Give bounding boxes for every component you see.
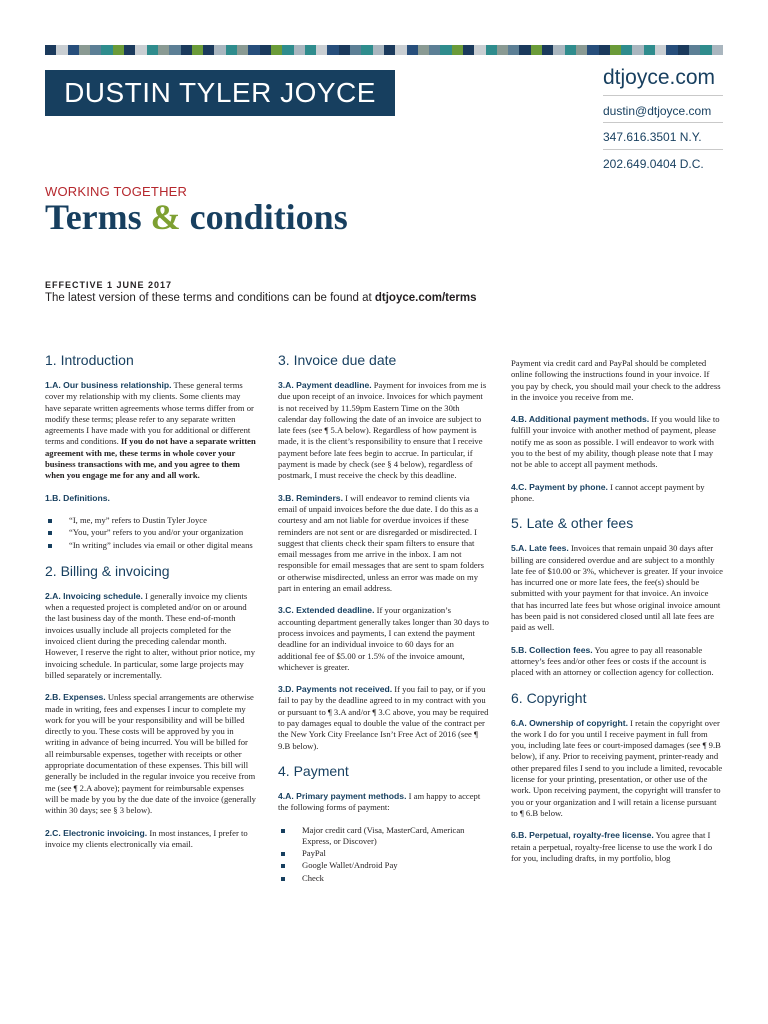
stripe-segment <box>474 45 485 55</box>
stripe-segment <box>373 45 384 55</box>
stripe-segment <box>519 45 530 55</box>
paragraph-lead: 4.A. Primary payment methods. <box>278 790 407 801</box>
paragraph-text: You agree that I retain a perpetual, royalty-free license to use the work I do for you, including drafts, in my portfolio, blog <box>511 830 713 863</box>
paragraph-lead: 2.A. Invoicing schedule. <box>45 590 143 601</box>
stripe-segment <box>429 45 440 55</box>
paragraph-text: I will endeavor to remind clients via email of unpaid invoices before the due date. I do this as a courtesy and am not liable for overdue invoices if these reminders are not sent or are disregarded or misdirected. I suggest that clients check their spam filters to ensure that email messages from me arrive in the inbox. I am not responsible for email messages that are sent to spam folders or otherwise misdirected, unless an error was made on my part in entering an email address. <box>278 492 484 594</box>
stripe-segment <box>294 45 305 55</box>
stripe-segment <box>45 45 56 55</box>
title-part-2: conditions <box>189 197 348 237</box>
stripe-segment <box>587 45 598 55</box>
stripe-segment <box>305 45 316 55</box>
stripe-segment <box>666 45 677 55</box>
stripe-segment <box>214 45 225 55</box>
paragraph-6a <box>511 718 723 820</box>
stripe-segment <box>689 45 700 55</box>
stripe-segment <box>542 45 553 55</box>
paragraph-lead: 4.B. Additional payment methods. <box>511 414 650 425</box>
payment-methods-list <box>278 825 490 884</box>
definitions-list <box>45 515 257 551</box>
stripe-segment <box>440 45 451 55</box>
stripe-segment <box>237 45 248 55</box>
paragraph-lead: 6.B. Perpetual, royalty-free license. <box>511 830 654 841</box>
title-part-1: Terms <box>45 197 142 237</box>
section-heading: 4. Payment <box>278 762 349 779</box>
stripe-segment <box>407 45 418 55</box>
list-item: Check <box>278 873 490 884</box>
list-item: Google Wallet/Android Pay <box>278 860 490 871</box>
paragraph-lead: 3.A. Payment deadline. <box>278 380 372 390</box>
paragraph-text: You agree to pay all reasonable attorney’s fees and/or other fees or costs if the account is placed with an attorney or collection agency for collection. <box>511 644 714 678</box>
paragraph-text: I am happy to accept the following forms of payment: <box>278 790 481 813</box>
stripe-segment <box>576 45 587 55</box>
list-item: “I, me, my” refers to Dustin Tyler Joyce <box>45 515 257 526</box>
stripe-segment <box>79 45 90 55</box>
paragraph-lead: 3.D. Payments not received. <box>278 684 393 695</box>
stripe-segment <box>678 45 689 55</box>
effective-date: EFFECTIVE 1 JUNE 2017 <box>45 280 173 290</box>
list-item: PayPal <box>278 848 490 859</box>
stripe-segment <box>327 45 338 55</box>
terms-link[interactable]: dtjoyce.com/terms <box>374 292 477 304</box>
paragraph-text: Invoices that remain unpaid 30 days after billing are considered overdue and are subject to a monthly late fee of $10.00 or 3%, whichever is greater. If your invoice has incurred one or more late fees, the fee(s) should be submitted with your payment for that invoice. An invoice that has incurred late fees but whose original invoice amount has been paid is not considered closed until all late fees are paid as well. <box>511 543 723 633</box>
stripe-segment <box>531 45 542 55</box>
stripe-segment <box>599 45 610 55</box>
paragraph-4b <box>511 414 723 470</box>
paragraph-text: If your organization’s accounting department generally takes longer than 30 days to process invoices and payments, I can extend the payment deadline for an individual invoice to 60 days for an additional fee of $5.00 or 1.5% of the invoice amount, whichever is greater. <box>278 605 489 672</box>
paragraph-5a <box>511 543 723 633</box>
divider <box>603 95 723 96</box>
intro-line <box>45 292 477 304</box>
stripe-segment <box>203 45 214 55</box>
phone-dc: 202.649.0404 D.C. <box>603 157 704 171</box>
stripe-segment <box>339 45 350 55</box>
stripe-segment <box>565 45 576 55</box>
stripe-segment <box>169 45 180 55</box>
stripe-segment <box>271 45 282 55</box>
paragraph-text: If you would like to fulfill your invoice with another method of payment, please notify me as soon as possible. I will endeavor to work with you to the best of my ability, though please note that I may not be able to accept all payment methods. <box>511 414 720 470</box>
stripe-segment <box>497 45 508 55</box>
stripe-segment <box>350 45 361 55</box>
paragraph-text: I cannot accept payment by phone. <box>511 481 705 503</box>
stripe-segment <box>113 45 124 55</box>
paragraph-4a-cont: Payment via credit card and PayPal should be completed online following the instructions found in your invoice. If you pay by check, you should mail your check to the address in the invoice you receive from me. <box>511 358 721 402</box>
list-item: “In writing” includes via email or other digital means <box>45 540 257 551</box>
stripe-segment <box>452 45 463 55</box>
stripe-segment <box>384 45 395 55</box>
website-link[interactable]: dtjoyce.com <box>603 66 716 89</box>
paragraph-4a <box>278 791 490 814</box>
section-heading: 6. Copyright <box>511 689 587 706</box>
list-item: “You, your” refers to you and/or your organization <box>45 527 257 538</box>
stripe-segment <box>147 45 158 55</box>
paragraph-1b <box>45 493 257 504</box>
stripe-segment <box>418 45 429 55</box>
contact-block <box>603 66 716 171</box>
divider <box>603 122 723 123</box>
section-heading: 2. Billing & invoicing <box>45 562 170 579</box>
stripe-segment <box>68 45 79 55</box>
stripe-segment <box>508 45 519 55</box>
paragraph-4c <box>511 482 723 505</box>
stripe-segment <box>621 45 632 55</box>
paragraph-3a <box>278 380 490 482</box>
section-heading: 3. Invoice due date <box>278 352 397 368</box>
column-2 <box>278 352 490 896</box>
stripe-segment <box>248 45 259 55</box>
paragraph-text: These general terms cover my relationship with my clients. Some clients may have separate written agreements whose terms differ from or modify these terms; please refer to any separate written agreements I have made with you for additional or different terms and conditions. <box>45 380 254 447</box>
paragraph-lead: 6.A. Ownership of copyright. <box>511 717 628 728</box>
title-ampersand: & <box>150 197 181 237</box>
brand-color-stripe <box>45 45 723 55</box>
logo <box>45 70 395 116</box>
stripe-segment <box>655 45 666 55</box>
stripe-segment <box>316 45 327 55</box>
divider <box>603 149 723 150</box>
stripe-segment <box>463 45 474 55</box>
paragraph-lead: 1.B. Definitions. <box>45 492 110 503</box>
logo-text: DUSTIN TYLER JOYCE <box>64 77 376 108</box>
paragraph-3b <box>278 493 490 595</box>
list-item: Major credit card (Visa, MasterCard, American Express, or Discover) <box>278 825 490 848</box>
paragraph-text: In most instances, I prefer to invoice my clients electronically via email. <box>45 827 248 849</box>
column-3 <box>511 358 723 875</box>
paragraph-lead: 3.B. Reminders. <box>278 492 343 503</box>
paragraph-2c <box>45 828 257 851</box>
paragraph-1a <box>45 380 257 482</box>
stripe-segment <box>700 45 711 55</box>
paragraph-3d <box>278 684 490 752</box>
paragraph-bold-text: If you do not have a separate written agreement with me, these terms in whole cover your business transactions with me, and you agree to them when you engage me for any and all work. <box>45 436 256 481</box>
stripe-segment <box>56 45 67 55</box>
stripe-segment <box>553 45 564 55</box>
section-heading: 5. Late & other fees <box>511 515 634 532</box>
stripe-segment <box>260 45 271 55</box>
page-title <box>45 196 348 238</box>
paragraph-text: If you fail to pay, or if you fail to pay by the deadline agreed to in my contract with you or pursuant to ¶ 3.A and/or ¶ 3.C above, you may be required to pay damages equal to double the value of the contract per the New York City Freelance Isn’t Free Act of 2016 (see ¶ 9.B below). <box>278 684 489 751</box>
paragraph-lead: 5.A. Late fees. <box>511 543 569 554</box>
stripe-segment <box>632 45 643 55</box>
page-subtitle: WORKING TOGETHER <box>45 184 188 199</box>
paragraph-lead: 2.C. Electronic invoicing. <box>45 827 148 838</box>
paragraph-lead: 3.C. Extended deadline. <box>278 605 375 616</box>
paragraph-text: I generally invoice my clients when a requested project is completed and/or on or around the last business day of the month. These end-of-month invoices usually include all projects completed for the invoiced client during the preceding calendar month. However, I reserve the right to alter, without prior notice, my invoicing schedule. In particular, some large projects may billed separately or incrementally. <box>45 590 256 680</box>
column-1 <box>45 352 257 861</box>
paragraph-3c <box>278 605 490 673</box>
stripe-segment <box>226 45 237 55</box>
stripe-segment <box>124 45 135 55</box>
stripe-segment <box>135 45 146 55</box>
paragraph-2a <box>45 591 257 681</box>
paragraph-text: I retain the copyright over the work I do for you until I receive payment in full from you, including late fees or court-imposed damages (see ¶ 9.B below), if any. Prior to receiving payment, printer-ready and other prepared files I send to you include a limited, revocable license for your printing, presentation, or other use of the work. Upon receiving payment, the copyright will transfer to you or your organization and I will retain a license pursuant to ¶ 6.B below. <box>511 717 723 818</box>
paragraph-lead: 2.B. Expenses. <box>45 692 106 703</box>
stripe-segment <box>192 45 203 55</box>
paragraph-lead: 4.C. Payment by phone. <box>511 481 608 492</box>
paragraph-lead: 5.B. Collection fees. <box>511 644 593 655</box>
paragraph-text: Payment for invoices from me is due upon receipt of an invoice. Invoices for which payment is not received by 11.59pm Eastern Time on the 30th calendar day following the date of an invoice are subject to late fees (see ¶ 5.A below). Regardless of how payment is made, it is the client’s responsibility to ensure that I receive payment before late fees begin to accrue. In particular, if payment is made by check (see § 4 below), regardless of postmark, I must receive the check by this deadline. <box>278 380 487 481</box>
stripe-segment <box>644 45 655 55</box>
stripe-segment <box>158 45 169 55</box>
paragraph-2b <box>45 692 257 816</box>
paragraph-6b <box>511 830 723 864</box>
stripe-segment <box>90 45 101 55</box>
intro-text: The latest version of these terms and conditions can be found at <box>45 292 375 304</box>
stripe-segment <box>101 45 112 55</box>
paragraph-lead: 1.A. Our business relationship. <box>45 380 172 390</box>
stripe-segment <box>486 45 497 55</box>
stripe-segment <box>610 45 621 55</box>
stripe-segment <box>361 45 372 55</box>
stripe-segment <box>282 45 293 55</box>
stripe-segment <box>395 45 406 55</box>
stripe-segment <box>181 45 192 55</box>
paragraph-text: Unless special arrangements are otherwise made in writing, fees and expenses I incur to complete my work for you will be your responsibility and will be billed directly to you. These costs will be approved by you in writing in advance of being incurred. You will be billed for all reimbursable expenses, together with receipts or other appropriate documentation of these expenses. This bill will generally be included in the regular invoice you receive from me (see ¶ 2.A above); payment for reimbursable expenses will be made by you by the due date of the invoice (generally within 30 days; see § 3 below). <box>45 692 256 816</box>
section-heading: 1. Introduction <box>45 352 134 368</box>
paragraph-5b <box>511 645 723 679</box>
email-link[interactable]: dustin@dtjoyce.com <box>603 104 712 118</box>
phone-ny: 347.616.3501 N.Y. <box>603 130 702 144</box>
stripe-segment <box>712 45 723 55</box>
